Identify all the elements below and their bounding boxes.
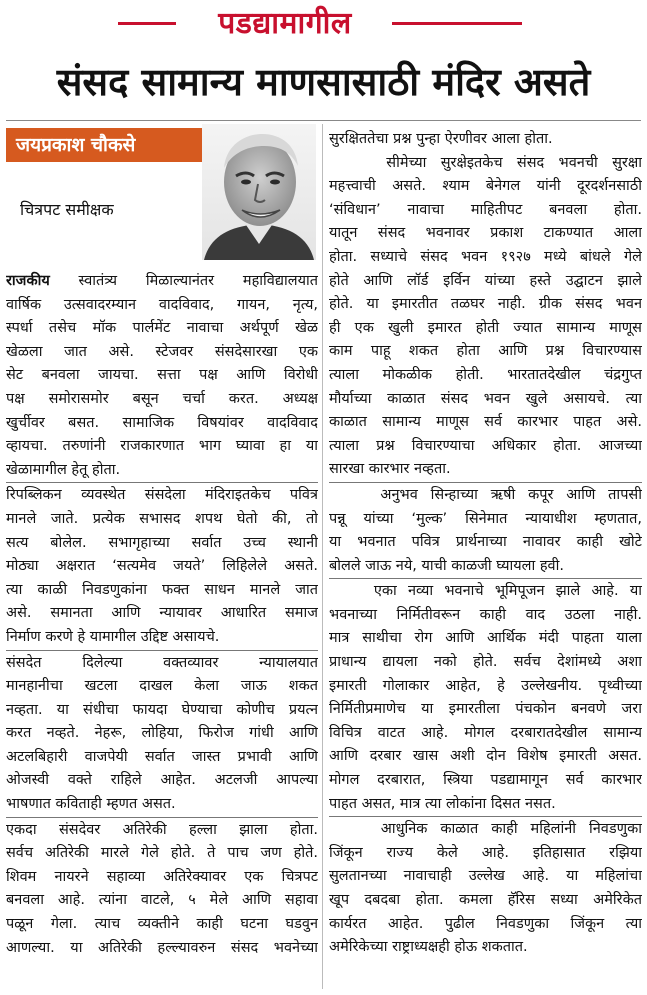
paragraph-rule xyxy=(6,482,318,483)
paragraph: संसदेत दिलेल्या वक्तव्यावर न्यायालयात मानहानीचा खटला दाखल केला जाऊ शकत नव्हता. या संधीचा फायदा घेण्याचा कोणीच प्रयत्न करत नव्हते. नेहरू, लोहिया, फिरोज गांधी आणि अटलबिहारी वाजपेयी सर्वात जास्त प्रभावी आणि ओजस्वी वक्ते राहिले आहेत. अटलजी आपल्या भाषणात कविताही म्हणत असत. xyxy=(6,654,318,813)
section-label: पडद्यामागील xyxy=(218,6,352,41)
paragraph-rule xyxy=(329,578,642,579)
paragraph: सीमेच्या सुरक्षेइतकेच संसद भवनची सुरक्षा महत्त्वाची असते. श्याम बेनेगल यांनी दूरदर्शनसाठी ‘संविधान’ नावाचा माहितीपट बनवला होता. यातून संसद भवनावर प्रकाश टाकण्यात आला होता. सध्याचे संसद भवन १९२७ मध्ये बांधले गेले होते आणि लॉर्ड इर्विन यांच्या हस्ते उद्घाटन झाले होते. या इमारतीत तळघर नाही. ग्रीक संसद भवन ही एक खुली इमारत होती ज्यात सामान्य माणूस काम पाहू शकत होता आणि प्रश्न विचारण्यास त्याला मोकळीक होती. भारतातदेखील चंद्रगुप्त मौर्याच्या काळात संसद भवन खुले असायचे. त्या काळात सामान्य माणूस सर्व कारभार पाहत असे. त्याला प्रश्न विचारण्याचा अधिकार होता. आजच्या सारखा कारभार नव्हता. xyxy=(329,154,642,478)
paragraph-rule xyxy=(329,816,642,817)
column-divider xyxy=(322,124,323,989)
headline-divider xyxy=(6,120,641,121)
author-role: चित्रपट समीक्षक xyxy=(20,200,114,219)
right-column xyxy=(329,128,642,960)
paragraph: रिपब्लिकन व्यवस्थेत संसदेला मंदिराइतकेच पवित्र मानले जाते. प्रत्येक सभासद शपथ घेतो की, तो सत्य बोलेल. सभागृहाच्या सर्वात उच्च स्थानी मोठ्या अक्षरात ‘सत्यमेव जयते’ लिहिलेले असते. त्या काळी निवडणुकांना फक्त साधन मानले जात असे. समानता आणि न्यायावर आधारित समाज निर्माण करणे हे यामागील उद्दिष्ट असायचे. xyxy=(6,487,318,645)
section-masthead xyxy=(0,0,647,48)
masthead-rule-right xyxy=(392,22,522,25)
paragraph: एका नव्या भवनाचे भूमिपूजन झाले आहे. या भवनाच्या निर्मितीवरून काही वाद उठला नाही. मात्र साथीचा रोग आणि आर्थिक मंदी पाहता याला प्राधान्य द्यायला नको होते. सर्वच देशांमध्ये अशा इमारती गोलाकार आहेत, हे उल्लेखनीय. पृथ्वीच्या निर्मितीप्रमाणेच या इमारतीला पंचकोन बनवणे जरा विचित्र वाटत आहे. मोगल दरबारातदेखील सामान्य आणि दरबार खास अशी दोन विशेष इमारती असत. मोगल दरबारात, स्त्रिया पडद्यामागून सर्व कारभार पाहत असत, मात्र त्या लोकांना दिसत नसत. xyxy=(329,583,642,812)
paragraph: सुरक्षिततेचा प्रश्न पुन्हा ऐरणीवर आला होता. xyxy=(329,131,553,147)
paragraph-rule xyxy=(6,817,318,818)
byline xyxy=(6,124,316,260)
paragraph: राजकीय स्वातंत्र्य मिळाल्यानंतर महाविद्यालयात वार्षिक उत्सवादरम्यान वादविवाद, गायन, नृत्य, स्पर्धा तसेच मॉक पार्लमेंट नावाचा अर्थपूर्ण खेळ खेळला जात असे. स्टेजवर संसदेसारखा एक सेट बनवला जायचा. सत्ता पक्ष आणि विरोधी पक्ष समोरासमोर बसून चर्चा करत. अध्यक्ष खुर्चीवर बसत. सामाजिक विषयांवर वादविवाद व्हायचा. तरुणांनी राजकारणात भाग घ्यावा हा या खेळामागील हेतू होता. xyxy=(6,273,318,478)
paragraph-rule xyxy=(6,650,318,651)
paragraph: एकदा संसदेवर अतिरेकी हल्ला झाला होता. सर्वच अतिरेकी मारले गेले होते. ते पाच जण होते. शिवम नायरने सहाव्या अतिरेक्यावर एक चित्रपट बनवला आहे. त्यांना वाटले, ५ मेले आणि सहावा पळून गेला. त्याच व्यक्तीने काही घटना घडवुन आणल्या. या अतिरेकी हल्ल्यावरुन संसद भवनेच्या xyxy=(6,821,318,956)
author-portrait xyxy=(202,124,316,260)
article-headline: संसद सामान्य माणसासाठी मंदिर असते xyxy=(56,60,591,104)
paragraph: आधुनिक काळात काही महिलांनी निवडणुका जिंकून राज्य केले आहे. इतिहासात रझिया सुलतानच्या नावाचाही उल्लेख आहे. या महिलांचा खूप दबदबा होता. कमला हॅरिस सध्या अमेरिकेत कार्यरत आहेत. पुढील निवडणुका जिंकून त्या अमेरिकेच्या राष्ट्राध्यक्षही होऊ शकतात. xyxy=(329,821,642,956)
paragraph-rule xyxy=(329,482,642,483)
left-column xyxy=(6,270,318,960)
paragraph: अनुभव सिन्हाच्या ऋषी कपूर आणि तापसी पन्नू यांच्या ‘मुल्क’ सिनेमात न्यायाधीश म्हणतात, या भवनात पवित्र प्रार्थनाच्या नावावर काही खोटे बोलले जाऊ नये, याची काळजी घ्यायला हवी. xyxy=(329,486,642,574)
author-name: जयप्रकाश चौकसे xyxy=(16,134,136,156)
author-bar xyxy=(6,128,202,162)
masthead-rule-left xyxy=(118,22,176,25)
article-kicker: राजकीय xyxy=(6,273,50,289)
